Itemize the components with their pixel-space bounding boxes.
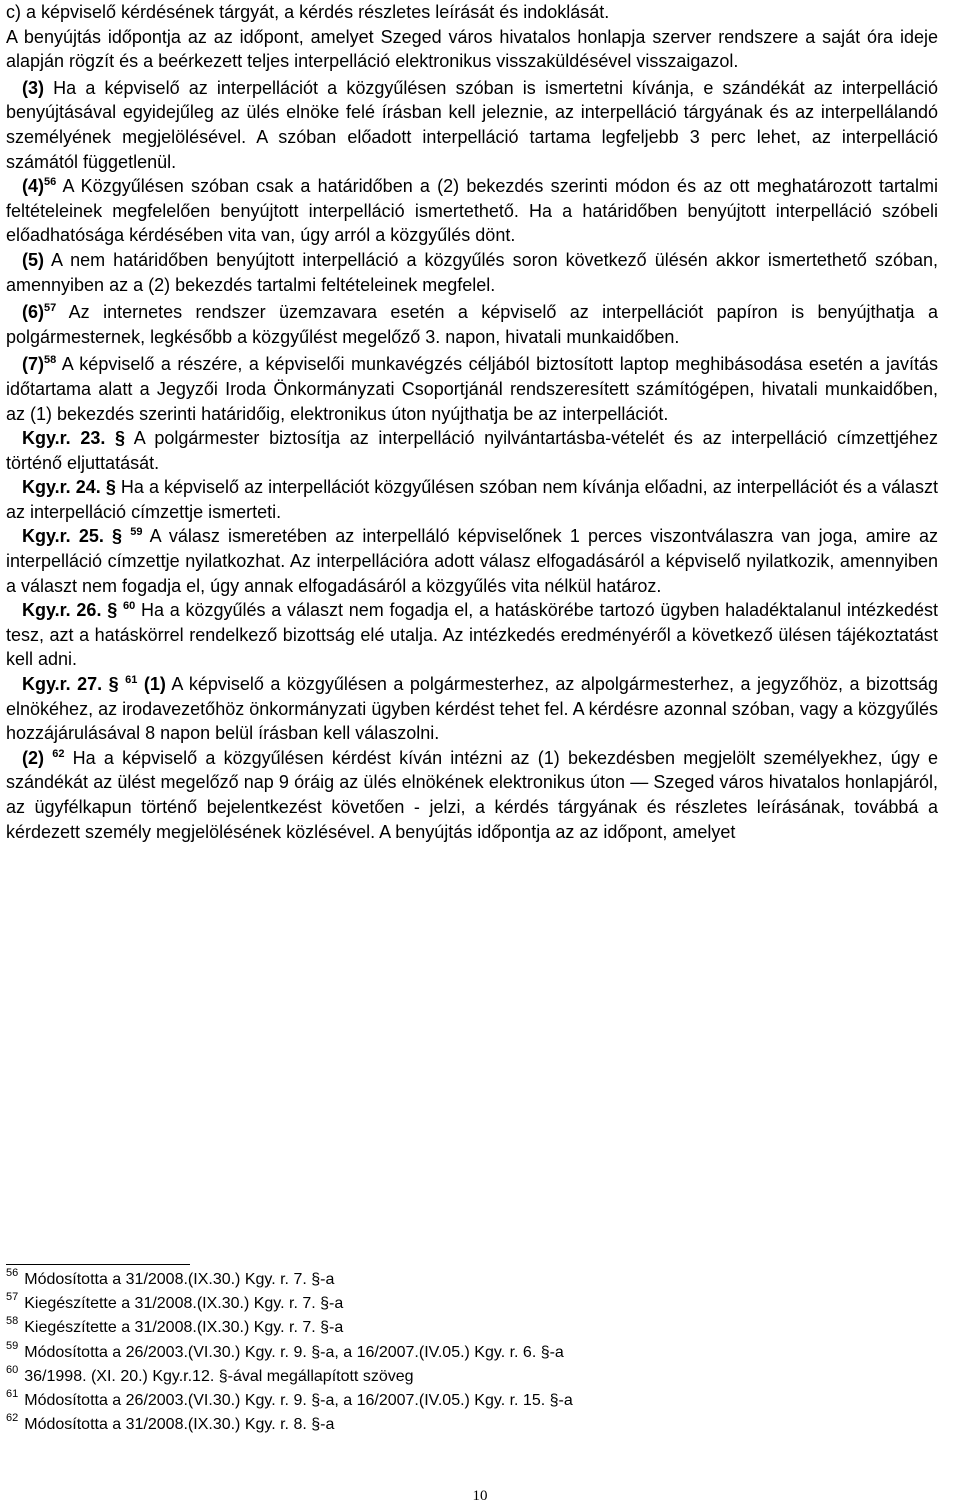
paragraph-text: Az internetes rendszer üzemzavara esetén a képviselő az interpellációt papíron is benyújthatja a polgármesternek, legkésőbb a közgyűlést megelőző 3. napon, hivatali munkaidőben. — [6, 302, 938, 347]
section-sign: § — [105, 477, 116, 498]
footnote-text: Módosította a 26/2003.(VI.30.) Kgy. r. 9. §-a, a 16/2007.(IV.05.) Kgy. r. 6. §-a — [24, 1343, 564, 1361]
paragraph-text: Ha a képviselő az interpellációt a közgyűlésen szóban is ismertetni kívánja, e szándékát az interpelláció benyújtásával egyidejűleg az ülés elnöke felé írásban kell jeleznie, az interpelláció tárgyának és az interpellálandó személyének megjelölésével. — [6, 77, 938, 147]
paragraph-number: (4) — [22, 176, 44, 197]
section-sign: § — [112, 526, 123, 547]
footnote-text: Kiegészítette a 31/2008.(IX.30.) Kgy. r. 7. §-a — [24, 1319, 344, 1337]
footnote — [6, 1389, 938, 1413]
section-text: A polgármester biztosítja az interpelláció nyilvántartásba-vételét és az interpelláció címzettjéhez történő eljuttatását. — [6, 428, 938, 473]
footnote-number: 56 — [6, 1267, 19, 1279]
section-sign: § — [115, 428, 126, 449]
line-c: c) a képviselő kérdésének tárgyát, a kérdés részletes leírását és indoklását. — [6, 2, 610, 22]
section-27 — [6, 672, 938, 746]
section-24 — [6, 475, 938, 524]
section-text: Ha a képviselő az interpellációt közgyűlésen szóban nem kívánja előadni, az interpellációt és a választ az interpelláció címzettje ismerteti. — [6, 477, 938, 522]
paragraph-number: (2) — [22, 747, 44, 768]
paragraph-7 — [6, 352, 938, 426]
paragraph-5 — [6, 248, 938, 297]
footnote — [6, 1341, 938, 1365]
footnote-ref: 58 — [44, 354, 57, 367]
paragraph-text: A képviselő a részére, a képviselői munkavégzés céljából biztosított laptop meghibásodása esetén a javítás időtartama alatt a Jegyzői Iroda Önkormányzati Csoportjánál rendszeresített számítógépen, hivatali munkaidőben, az (1) bekezdés szerinti határidőig, elektronikus úton nyújthatja be az interpellációt. — [6, 354, 938, 424]
footnote — [6, 1316, 938, 1340]
section-sign: § — [108, 674, 119, 695]
footnote — [6, 1413, 938, 1437]
footnote-ref: 60 — [122, 600, 136, 613]
footnote-separator — [6, 1264, 190, 1265]
footnote-ref: 56 — [44, 176, 57, 189]
section-label: Kgy.r. 26. — [22, 600, 102, 621]
paragraph-number: (3) — [22, 77, 44, 98]
section-27-paragraph-2 — [6, 746, 938, 844]
paragraph-text: Ha a képviselő a közgyűlésen kérdést kíván intézni az (1) bekezdésben megjelölt személyekhez, úgy e szándékát az ülést megelőző nap 9 óráig az ülés elnökének elektronikus úton — Szeged város hivatalos honlapjáról, az ügyfélkapun történő bejelentkezést követően - jelzi, a kérdés tárgyának és részletes leírásának, továbbá a kérdezett személy megjelölésének közlésével. A benyújtás időpontja az az időpont, amelyet — [6, 747, 938, 842]
section-text: Ha a közgyűlés a választ nem fogadja el, a hatáskörébe tartozó ügyben haladéktalanul intézkedést tesz, azt a hatáskörrel rendelkező bizottság elé utalja. Az intézkedés eredményéről a következő ülésen tájékoztatást kell adni. — [6, 600, 938, 670]
footnote-text: Módosította a 31/2008.(IX.30.) Kgy. r. 7. §-a — [24, 1271, 335, 1288]
footnote-number: 62 — [6, 1412, 19, 1425]
section-23 — [6, 426, 938, 475]
section-26 — [6, 598, 938, 672]
paragraph-4 — [6, 174, 938, 248]
footnote-number: 61 — [6, 1388, 19, 1401]
paragraph-text: A nem határidőben benyújtott interpelláció a közgyűlés soron következő ülésén akkor ismertethető szóban, amennyiben az a (2) bekezdés tartalmi feltételeinek megfelel. — [6, 249, 938, 295]
paragraph-text-continued: Ha a határidőben benyújtott interpelláció szóbeli előadhatósága kérdésében vita van, úgy arról a közgyűlés dönt. — [6, 200, 938, 246]
footnote — [6, 1365, 938, 1389]
paragraph-number: (6) — [22, 302, 44, 323]
paragraph-text-continued: A szóban előadott interpelláció tartama legfeljebb 3 perc lehet, az interpelláció számától függetlenül. — [6, 126, 938, 172]
footnote-text: Módosította a 31/2008.(IX.30.) Kgy. r. 8. §-a — [24, 1416, 335, 1434]
footnote-number: 60 — [6, 1363, 19, 1376]
paragraph-6 — [6, 300, 938, 349]
section-label: Kgy.r. 24. — [22, 477, 101, 498]
section-25 — [6, 524, 938, 598]
section-text: A válasz ismeretében az interpelláló képviselőnek 1 perces viszontválaszra van joga, amire az interpelláció címzettje nyilatkozhat. Az interpellációra adott válasz elfogadásáról a képviselő nyilatkozik, amennyiben a választ nem fogadja el, úgy annak elfogadásáról a közgyűlés vita nélkül határoz. — [6, 526, 938, 596]
paragraph-number: (7) — [22, 354, 44, 375]
footnote-number: 58 — [6, 1315, 19, 1328]
paragraph-3 — [6, 76, 938, 174]
footnote-text: 36/1998. (XI. 20.) Kgy.r.12. §-ával megállapított szöveg — [24, 1367, 414, 1385]
footnote-ref: 59 — [130, 526, 143, 539]
footnote-ref: 62 — [52, 747, 65, 760]
page-number: 10 — [472, 1488, 488, 1504]
section-label: Kgy.r. 23. — [22, 428, 106, 449]
footnote — [6, 1292, 938, 1316]
submission-time-paragraph: A benyújtás időpontja az az időpont, amelyet Szeged város hivatalos honlapja szerver rendszere a saját óra ideje alapján rögzít és a beérkezett teljes interpelláció elektronikus visszaküldésével visszaigazol. — [6, 26, 938, 72]
section-label: Kgy.r. 25. — [22, 526, 104, 547]
paragraph-text: A Közgyűlésen szóban csak a határidőben a (2) bekezdés szerinti módon és az ott meghatározott tartalmi feltételeinek megfelelően benyújtott interpelláció ismertethető. — [6, 176, 938, 221]
footnote — [6, 1268, 938, 1292]
section-text: A képviselő a közgyűlésen a polgármesterhez, az alpolgármesterhez, a jegyzőhöz, a bizottság elnökéhez, az irodavezetőhöz önkormányzati ügyben kérdést tehet fel. A kérdésre azonnal szóban, vagy a közgyűlés hozzájárulásával 8 napon belül írásban kell válaszolni. — [6, 674, 938, 744]
footnotes — [6, 1268, 938, 1437]
footnote-text: Módosította a 26/2003.(VI.30.) Kgy. r. 9. §-a, a 16/2007.(IV.05.) Kgy. r. 15. §-a — [24, 1392, 573, 1410]
paragraph-number: (1) — [143, 674, 166, 695]
section-label: Kgy.r. 27. — [22, 674, 103, 695]
footnote-ref: 57 — [44, 302, 57, 315]
document-page — [6, 0, 938, 844]
footnote-text: Kiegészítette a 31/2008.(IX.30.) Kgy. r. 7. §-a — [24, 1295, 344, 1313]
footnote-ref: 61 — [125, 674, 138, 687]
footnote-number: 57 — [6, 1291, 19, 1304]
paragraph-number: (5) — [22, 249, 44, 270]
footnote-number: 59 — [6, 1339, 19, 1352]
section-sign: § — [107, 600, 118, 621]
